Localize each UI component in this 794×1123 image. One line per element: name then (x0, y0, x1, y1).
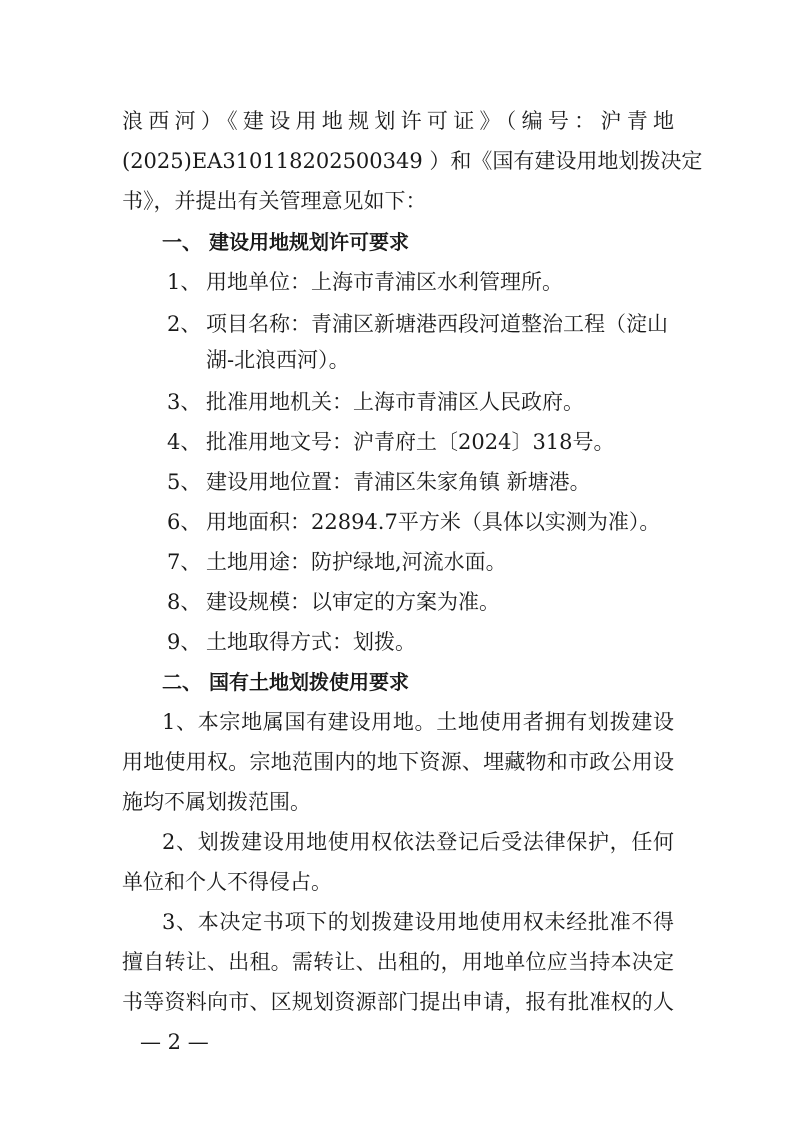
item-5-text: 建设用地位置：青浦区朱家角镇 新塘港。 (206, 470, 591, 494)
item-7-text: 土地用途：防护绿地,河流水面。 (206, 550, 507, 574)
section-2-p2-line-2: 单位和个人不得侵占。 (122, 870, 332, 894)
section-2-p1-line-2: 用地使用权。宗地范围内的地下资源、埋藏物和市政公用设 (122, 750, 674, 774)
item-9-number: 9、 (167, 630, 202, 654)
item-5-number: 5、 (167, 470, 202, 494)
section-2-p3-line-2: 擅自转让、出租。需转让、出租的，用地单位应当持本决定 (122, 950, 674, 974)
item-8-number: 8、 (167, 590, 202, 614)
section-1-heading: 一、 建设用地规划许可要求 (162, 230, 409, 254)
page-number: — 2 — (140, 1030, 209, 1054)
item-4-text: 批准用地文号：沪青府土〔2024〕318号。 (206, 430, 615, 454)
intro-line-2: (2025)EA310118202500349 ）和《国有建设用地划拨决定 (122, 149, 703, 173)
item-4-number: 4、 (167, 430, 202, 454)
section-2-heading: 二、 国有土地划拨使用要求 (162, 670, 409, 694)
item-3-number: 3、 (167, 390, 202, 414)
item-1-text: 用地单位：上海市青浦区水利管理所。 (206, 270, 563, 294)
item-7-number: 7、 (167, 550, 202, 574)
item-2-text-continued: 湖-北浪西河）。 (206, 348, 350, 372)
section-2-p2-line-1: 2、划拨建设用地使用权依法登记后受法律保护，任何 (162, 830, 674, 854)
section-2-p3-line-1: 3、本决定书项下的划拨建设用地使用权未经批准不得 (162, 910, 674, 934)
section-2-p3-line-3: 书等资料向市、区规划资源部门提出申请，报有批准权的人 (122, 990, 674, 1014)
intro-line-3: 书》，并提出有关管理意见如下： (122, 189, 427, 213)
item-2-text: 项目名称：青浦区新塘港西段河道整治工程（淀山 (206, 312, 668, 336)
item-6-number: 6、 (167, 510, 202, 534)
intro-line-1: 浪西河）《建设用地规划许可证》（编号：沪青地 (122, 109, 674, 133)
item-6-text: 用地面积：22894.7平方米（具体以实测为准）。 (206, 510, 661, 534)
item-1-number: 1、 (167, 270, 202, 294)
item-9-text: 土地取得方式：划拨。 (206, 630, 416, 654)
item-8-text: 建设规模：以审定的方案为准。 (206, 590, 500, 614)
item-2-number: 2、 (167, 312, 202, 336)
item-3-text: 批准用地机关：上海市青浦区人民政府。 (206, 390, 584, 414)
section-2-p1-line-1: 1、本宗地属国有建设用地。土地使用者拥有划拨建设 (162, 710, 674, 734)
section-2-p1-line-3: 施均不属划拨范围。 (122, 790, 311, 814)
